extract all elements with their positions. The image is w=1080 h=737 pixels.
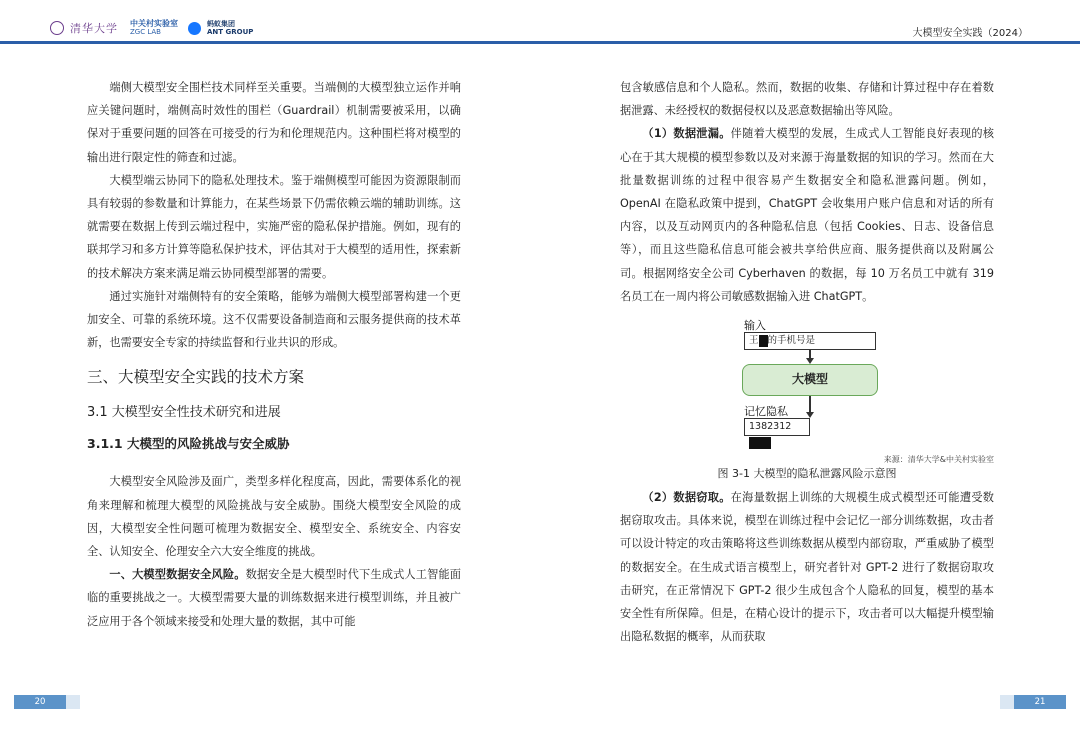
redaction-block: [749, 437, 771, 449]
paragraph-body: 在海量数据上训练的大规模生成式模型还可能遭受数据窃取攻击。具体来说，模型在训练过程中会记忆一部分训练数据，攻击者可以设计特定的攻击策略将这些训练数据从模型内部窃取，严重威胁了模型的数据安全。在生成式语言模型上，研究者针对 GPT-2 进行了数据窃取攻击研究，在正常情况下 GPT-2 很少生成包含个人隐私的回复，模型的基本安全性有所保障。但是，在精心设计的提示下，攻击者可以大幅提升模型输出隐私数据的概率，从而获取: [620, 491, 994, 644]
logo-tsinghua: 清华大学: [70, 22, 118, 35]
paragraph: [620, 122, 994, 308]
redaction-block: [759, 335, 768, 347]
running-title: 大模型安全实践（2024）: [912, 28, 1028, 39]
right-column: [620, 76, 994, 648]
paragraph-body: 数据安全是大模型时代下生成式人工智能面临的重要挑战之一。大模型需要大量的训练数据来进行模型训练，并且被广泛应用于各个领域来接受和处理大量的数据，其中可能: [87, 568, 461, 628]
page-number-left: 20: [14, 695, 66, 709]
figure-input-prefix: 王: [749, 335, 759, 347]
paragraph: [87, 563, 461, 633]
figure-caption: 图 3-1 大模型的隐私泄露风险示意图: [717, 467, 897, 481]
paragraph-body: 伴随着大模型的发展，生成式人工智能良好表现的核心在于其大规模的模型参数以及对来源于海量数据的知识的学习。然而在大批量数据训练的过程中很容易产生数据安全和隐私泄露问题。例如，OpenAI 在隐私政策中提到，ChatGPT 会收集用户账户信息和对话的所有内容，以及互动网页内的各种隐私信息（包括 Cookies、日志、设备信息等），而且这些隐私信息可能会被共享给供应商、服务提供商以及附属公司。根据网络安全公司 Cyberhaven 的数据，每 10 万名员工中就有 319 名员工在一周内将公司敏感数据输入进 ChatGPT。: [620, 127, 994, 303]
paragraph: 大模型端云协同下的隐私处理技术。鉴于端侧模型可能因为资源限制而具有较弱的参数量和计算能力，在某些场景下仍需依赖云端的辅助训练。这就需要在数据上传到云端过程中，实施严密的隐私保护措施。例如，现有的联邦学习和多方计算等隐私保护技术，评估其对于大模型的适用性，探索新的技术解决方案来满足端云协同模型部署的需要。: [87, 173, 461, 280]
page-badge-tail: [66, 695, 80, 709]
page-number-right: 21: [1014, 695, 1066, 709]
section-heading: 三、大模型安全实践的技术方案: [87, 368, 305, 387]
paragraph: 大模型安全风险涉及面广，类型多样化程度高，因此，需要体系化的视角来理解和梳理大模型的风险挑战与安全威胁。围绕大模型安全风险的成因，大模型安全性问题可梳理为数据安全、模型安全、系统安全、内容安全、认知安全、伦理安全六大安全维度的挑战。: [87, 475, 461, 559]
paragraph: 端侧大模型安全围栏技术同样至关重要。当端侧的大模型独立运作并响应关键问题时，端侧高时效性的围栏（Guardrail）机制需要被采用，以确保对于重要问题的回答在可接受的行为和伦理规范内。这种围栏将对模型的输出进行限定性的筛查和过滤。: [87, 81, 461, 164]
subsubsection-heading: 3.1.1 大模型的风险挑战与安全威胁: [87, 436, 290, 452]
figure-input-label: 输入: [744, 319, 766, 333]
figure-privacy-leak: [620, 312, 994, 465]
paragraph-lead: （1）数据泄漏。: [642, 127, 731, 141]
ant-group-mark-icon: [188, 22, 201, 35]
figure-output-text: 1382312: [749, 421, 792, 433]
subsection-heading: 3.1 大模型安全性技术研究和进展: [87, 405, 281, 421]
paragraph: 通过实施针对端侧特有的安全策略，能够为端侧大模型部署构建一个更加安全、可靠的系统环境。这不仅需要设备制造商和云服务提供商的技术革新，也需要安全专家的持续监督和行业共识的形成。: [87, 289, 461, 350]
figure-input-box: [744, 332, 876, 350]
paragraph: 包含敏感信息和个人隐私。然而，数据的收集、存储和计算过程中存在着数据泄露、未经授权的数据侵权以及恶意数据输出等风险。: [620, 81, 994, 118]
figure-output-box: [744, 418, 810, 436]
header-logos: [50, 18, 253, 38]
figure-model-box: 大模型: [742, 364, 878, 396]
figure-source: 来源：清华大学&中关村实验室: [883, 455, 994, 465]
page-badge-tail: [1000, 695, 1014, 709]
figure-input-suffix: 的手机号是: [767, 335, 816, 347]
header-divider: [0, 41, 1080, 44]
paragraph-lead: （2）数据窃取。: [642, 491, 731, 505]
logo-zgc-main: 中关村实验室: [130, 19, 178, 28]
figure-output-label: 记忆隐私: [744, 405, 788, 419]
left-column: [87, 76, 461, 633]
tsinghua-seal-icon: [50, 21, 64, 35]
logo-zgc: [130, 20, 178, 36]
paragraph: [620, 486, 994, 648]
paragraph-lead: 一、大模型数据安全风险。: [109, 568, 246, 582]
logo-ant-sub: ANT GROUP: [207, 28, 254, 36]
logo-zgc-sub: ZGC LAB: [130, 28, 161, 36]
logo-ant: [207, 20, 253, 36]
logo-ant-main: 蚂蚁集团: [207, 20, 235, 28]
